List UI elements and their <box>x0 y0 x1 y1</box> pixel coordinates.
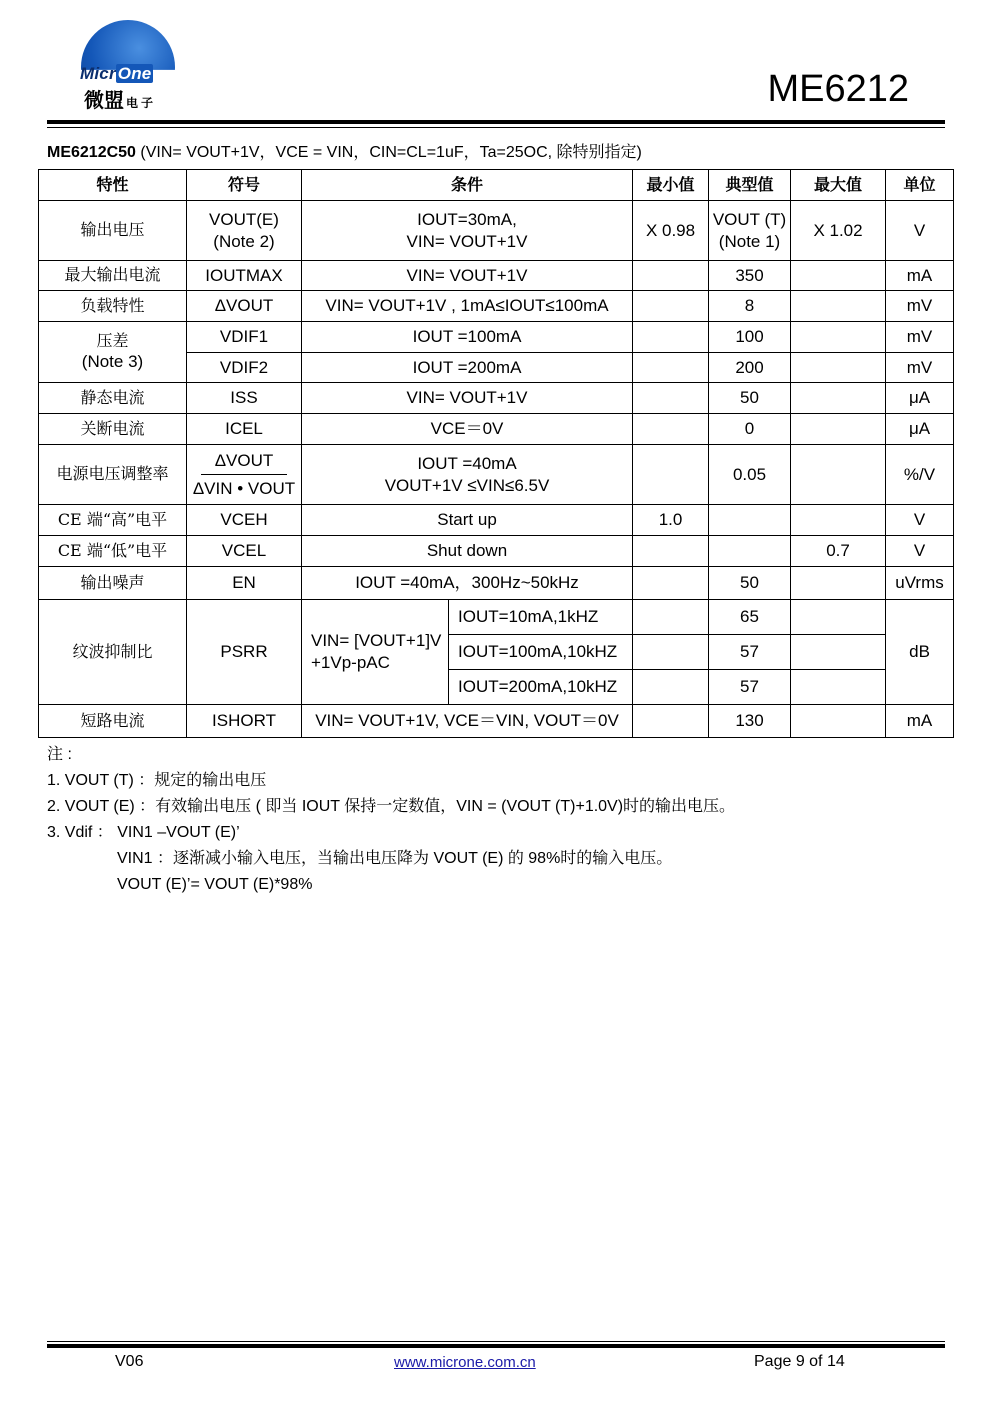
max-cell <box>791 383 886 414</box>
symbol-cell: VCEL <box>187 536 302 567</box>
unit-cell: V <box>886 201 954 261</box>
sub-condition-cell: IOUT=100mA,10kHZ <box>449 635 633 670</box>
notes-title: 注 : <box>47 746 72 763</box>
min-cell <box>633 353 709 383</box>
unit-cell: V <box>886 505 954 536</box>
condition-cell: IOUT=30mA, VIN= VOUT+1V <box>302 201 633 261</box>
condition-cell: VIN= VOUT+1V <box>302 261 633 291</box>
max-cell <box>791 322 886 353</box>
min-cell <box>633 670 709 705</box>
condition-cell: IOUT =40mA VOUT+1V ≤VIN≤6.5V <box>302 445 633 505</box>
table-row <box>39 567 954 600</box>
param-cell: 短路电流 <box>39 705 187 738</box>
table-row <box>39 261 954 291</box>
unit-cell: V <box>886 536 954 567</box>
typ-cell: 130 <box>709 705 791 738</box>
max-cell <box>791 600 886 635</box>
table-row <box>39 445 954 505</box>
condition-cell: VIN= VOUT+1V , 1mA≤IOUT≤100mA <box>302 291 633 322</box>
min-cell <box>633 261 709 291</box>
header-parameter: 特性 <box>39 170 187 201</box>
table-row <box>39 322 954 353</box>
typ-cell: 350 <box>709 261 791 291</box>
fraction-denominator: ΔVIN • VOUT <box>192 478 296 498</box>
max-cell <box>791 505 886 536</box>
symbol-cell: VDIF2 <box>187 353 302 383</box>
param-cell: 关断电流 <box>39 414 187 445</box>
min-cell: 1.0 <box>633 505 709 536</box>
table-row <box>39 201 954 261</box>
min-cell <box>633 705 709 738</box>
table-row <box>39 291 954 322</box>
max-cell <box>791 567 886 600</box>
conditions-text: (VIN= VOUT+1V，VCE = VIN，CIN=CL=1uF，Ta=25OC, 除特别指定) <box>135 144 642 161</box>
footer-rule-thick <box>47 1344 945 1348</box>
unit-cell: mV <box>886 322 954 353</box>
param-cell: CE 端“低”电平 <box>39 536 187 567</box>
table-row <box>39 600 954 635</box>
symbol-cell: ISS <box>187 383 302 414</box>
max-cell <box>791 635 886 670</box>
test-conditions <box>47 139 642 162</box>
symbol-cell: ICEL <box>187 414 302 445</box>
condition-cell: VIN= [VOUT+1]V +1Vp-pAC <box>302 600 449 705</box>
table-row <box>39 536 954 567</box>
max-cell: 0.7 <box>791 536 886 567</box>
condition-cell: Start up <box>302 505 633 536</box>
note-3-formula: VOUT (E)’= VOUT (E)*98% <box>117 876 313 893</box>
typ-cell: 50 <box>709 383 791 414</box>
max-cell <box>791 291 886 322</box>
min-cell <box>633 567 709 600</box>
typ-cell <box>709 505 791 536</box>
unit-cell: μA <box>886 383 954 414</box>
param-cell: 电源电压调整率 <box>39 445 187 505</box>
symbol-cell: EN <box>187 567 302 600</box>
header-typ: 典型值 <box>709 170 791 201</box>
header-rule-thin <box>47 127 945 128</box>
condition-cell: IOUT =40mA，300Hz~50kHz <box>302 567 633 600</box>
max-cell <box>791 705 886 738</box>
part-number: ME6212C50 <box>47 144 136 161</box>
symbol-cell: IOUTMAX <box>187 261 302 291</box>
max-cell <box>791 445 886 505</box>
unit-cell: uVrms <box>886 567 954 600</box>
header-min: 最小值 <box>633 170 709 201</box>
note-2: 2. VOUT (E) ：有效输出电压 ( 即当 IOUT 保持一定数值，VIN = (VOUT (T)+1.0V)时的输出电压。 <box>47 798 736 815</box>
param-cell: 纹波抑制比 <box>39 600 187 705</box>
typ-cell: 57 <box>709 635 791 670</box>
footer-page-number: Page 9 of 14 <box>754 1353 845 1370</box>
header-rule-thick <box>47 120 945 124</box>
min-cell <box>633 322 709 353</box>
typ-cell: 200 <box>709 353 791 383</box>
min-cell <box>633 635 709 670</box>
typ-cell: 100 <box>709 322 791 353</box>
min-cell: X 0.98 <box>633 201 709 261</box>
symbol-cell: ΔVOUT <box>187 291 302 322</box>
header-unit: 单位 <box>886 170 954 201</box>
footer-website-link[interactable]: www.microne.com.cn <box>394 1354 536 1371</box>
notes-section <box>47 742 735 898</box>
param-cell: CE 端“高”电平 <box>39 505 187 536</box>
logo-wordmark: Micr One <box>80 64 152 83</box>
footer-version: V06 <box>115 1353 144 1370</box>
logo-chinese-name: 微盟 电子 <box>84 88 157 112</box>
unit-cell: %/V <box>886 445 954 505</box>
sub-condition-cell: IOUT=200mA,10kHZ <box>449 670 633 705</box>
max-cell <box>791 353 886 383</box>
condition-cell: VCE＝0V <box>302 414 633 445</box>
electrical-characteristics-table <box>38 169 954 738</box>
unit-cell: mV <box>886 291 954 322</box>
symbol-cell: PSRR <box>187 600 302 705</box>
min-cell <box>633 445 709 505</box>
typ-cell <box>709 536 791 567</box>
max-cell <box>791 414 886 445</box>
note-3-detail: VIN1 ：逐渐减小输入电压，当输出电压降为 VOUT (E) 的 98%时的输入电压。 <box>117 850 673 867</box>
param-cell: 输出电压 <box>39 201 187 261</box>
symbol-cell: VOUT(E) (Note 2) <box>187 201 302 261</box>
table-row <box>39 705 954 738</box>
note-1: 1. VOUT (T) ：规定的输出电压 <box>47 772 267 789</box>
param-cell: 压差 (Note 3) <box>39 322 187 383</box>
min-cell <box>633 414 709 445</box>
company-logo <box>78 20 180 110</box>
table-header-row <box>39 170 954 201</box>
typ-cell: 50 <box>709 567 791 600</box>
sub-condition-cell: IOUT=10mA,1kHZ <box>449 600 633 635</box>
param-cell: 输出噪声 <box>39 567 187 600</box>
document-title: ME6212 <box>767 68 909 110</box>
table-row <box>39 414 954 445</box>
condition-cell: VIN= VOUT+1V, VCE＝VIN, VOUT＝0V <box>302 705 633 738</box>
unit-cell: mV <box>886 353 954 383</box>
unit-cell: mA <box>886 261 954 291</box>
table-row <box>39 383 954 414</box>
param-cell: 最大输出电流 <box>39 261 187 291</box>
note-3: 3. Vdif ： VIN1 –VOUT (E)’ <box>47 824 240 841</box>
typ-cell: 8 <box>709 291 791 322</box>
footer-rule-thin <box>47 1341 945 1342</box>
fraction-numerator: ΔVOUT <box>201 450 288 475</box>
condition-cell: IOUT =100mA <box>302 322 633 353</box>
typ-cell: VOUT (T) (Note 1) <box>709 201 791 261</box>
unit-cell: dB <box>886 600 954 705</box>
typ-cell: 0 <box>709 414 791 445</box>
symbol-cell: ISHORT <box>187 705 302 738</box>
param-cell: 负载特性 <box>39 291 187 322</box>
typ-cell: 0.05 <box>709 445 791 505</box>
symbol-cell: VCEH <box>187 505 302 536</box>
unit-cell: mA <box>886 705 954 738</box>
symbol-cell <box>187 445 302 505</box>
symbol-cell: VDIF1 <box>187 322 302 353</box>
max-cell: X 1.02 <box>791 201 886 261</box>
max-cell <box>791 670 886 705</box>
param-cell: 静态电流 <box>39 383 187 414</box>
condition-cell: VIN= VOUT+1V <box>302 383 633 414</box>
min-cell <box>633 600 709 635</box>
condition-cell: IOUT =200mA <box>302 353 633 383</box>
typ-cell: 57 <box>709 670 791 705</box>
condition-cell: Shut down <box>302 536 633 567</box>
header-max: 最大值 <box>791 170 886 201</box>
min-cell <box>633 536 709 567</box>
typ-cell: 65 <box>709 600 791 635</box>
table-row <box>39 505 954 536</box>
header-condition: 条件 <box>302 170 633 201</box>
header-symbol: 符号 <box>187 170 302 201</box>
unit-cell: μA <box>886 414 954 445</box>
max-cell <box>791 261 886 291</box>
min-cell <box>633 383 709 414</box>
min-cell <box>633 291 709 322</box>
